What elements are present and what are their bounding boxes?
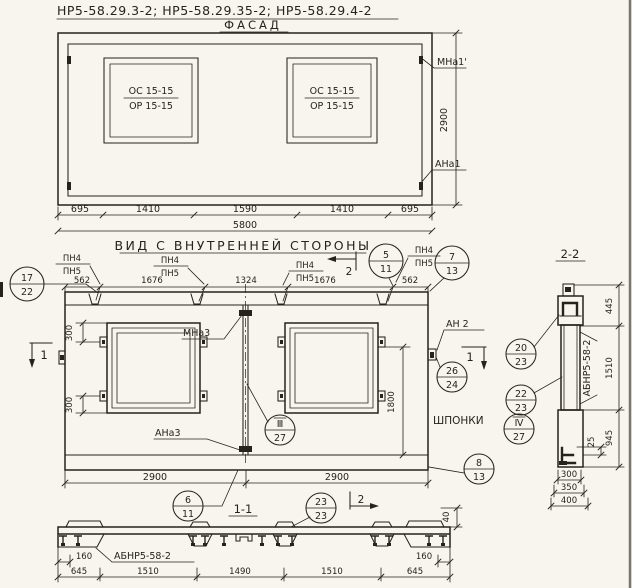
- dim-label: 1676: [314, 276, 336, 286]
- section-arrow-icon: [481, 361, 487, 370]
- product-mark-label: АБНР5-58-2: [114, 551, 171, 562]
- inner-bottom-dim: [65, 470, 428, 488]
- sheet-title: НР5-58.29.3-2; НР5-58.29.35-2; НР5-58.29.4-2: [57, 3, 373, 18]
- section-mark-label: 2: [357, 494, 365, 506]
- callout-circle-5-11: [369, 244, 403, 286]
- callout-bottom: 23: [514, 357, 528, 368]
- section-mark-label: 2: [345, 266, 353, 278]
- callout-circle-17-22: [10, 267, 98, 301]
- callout-bottom: 24: [445, 380, 459, 391]
- dim-label: 695: [400, 204, 420, 215]
- dim-label: 645: [406, 567, 424, 577]
- dim-label: 1590: [232, 204, 258, 215]
- sec22-top-key-mark: [565, 287, 571, 292]
- sec22-bottom-anchor-mark: [559, 461, 567, 465]
- facade-outer-contour: [58, 33, 432, 205]
- sec22-cap: [558, 296, 583, 325]
- callout-top: 22: [514, 389, 528, 400]
- callout-circle-22-23: [506, 377, 562, 415]
- facade-heading: ФАСАД: [224, 18, 282, 32]
- callout-bottom: 11: [379, 264, 393, 275]
- loop-mark-label: ПН4: [160, 256, 180, 266]
- facade-anchor-ticks: [67, 56, 423, 190]
- section-mark-2-top: [327, 252, 356, 278]
- callout-circle-3-27: [247, 384, 295, 445]
- dim-label: 1676: [141, 276, 163, 286]
- dim-label: 2900: [439, 107, 450, 133]
- dim-label: 645: [70, 567, 88, 577]
- section-heading: 2-2: [560, 247, 580, 261]
- facade-inner-contour: [68, 44, 422, 196]
- callout-top: 26: [445, 366, 459, 377]
- facade-view: [55, 18, 467, 234]
- callout-circle-23-23: [291, 493, 336, 527]
- anchor-mark-label: АНа3: [155, 428, 181, 439]
- callout-circle-6-11: [173, 470, 238, 521]
- dim-label: 2900: [324, 472, 350, 483]
- loop-mark-label: ПН5: [62, 267, 82, 277]
- section-mark-label: 1: [40, 348, 48, 362]
- dim-label: 1800: [387, 391, 397, 413]
- window-mark: ОР 15-15: [310, 101, 354, 112]
- lifting-loop-icon: [89, 294, 389, 304]
- section-mark-2-bottom: [350, 492, 379, 509]
- anchor-mark-label: АН 2: [446, 319, 469, 330]
- dim-label: 1490: [229, 567, 251, 577]
- dim-label: 2900: [142, 472, 168, 483]
- dim-label: 160: [75, 552, 93, 562]
- loop-mark-label: ПН4: [295, 261, 315, 271]
- section-heading: 1-1: [233, 502, 253, 516]
- callout-top: 8: [475, 458, 483, 469]
- section-mark-1-right: [462, 347, 487, 370]
- product-mark-label: АБНР5-58-2: [582, 339, 593, 397]
- callout-top: Ⅲ: [276, 419, 284, 430]
- joint-key-top: [239, 310, 252, 316]
- profile-slab: [58, 527, 450, 547]
- callout-circle-26-24: [436, 357, 467, 392]
- sec22-bottom-anchor-icon: [562, 448, 575, 463]
- section-mark-label: 1: [466, 350, 474, 364]
- dim-label: 1510: [321, 567, 343, 577]
- callout-bottom: 27: [512, 432, 526, 443]
- callout-bottom: 11: [181, 509, 195, 520]
- loop-mark-label: ПН5: [160, 269, 180, 279]
- callout-circle-7-13: [430, 246, 469, 291]
- section-mark-1-left: [29, 343, 52, 368]
- profile-top-keys: [66, 521, 444, 527]
- inner-heading: ВИД С ВНУТРЕННЕЙ СТОРОНЫ: [114, 238, 372, 253]
- dim-label: 562: [73, 276, 91, 286]
- dim-label: 445: [605, 297, 615, 315]
- dim-label: 300: [65, 396, 75, 414]
- dim-label: 1510: [137, 567, 159, 577]
- dim-label: 5800: [232, 220, 258, 231]
- callout-bottom: 22: [20, 287, 34, 298]
- section-arrow-icon: [327, 256, 336, 262]
- anchor-mark-label: МНа1': [437, 57, 467, 68]
- callout-top: 7: [448, 252, 456, 263]
- callout-circle-20-23: [506, 315, 559, 369]
- anchor-mark-label: АНа1: [435, 159, 461, 170]
- callout-top: 5: [382, 250, 390, 261]
- leader-ana1: [420, 170, 466, 184]
- dim-label: 160: [415, 552, 433, 562]
- sec22-anchor-icon: [563, 303, 577, 315]
- dim-label: 350: [560, 483, 578, 493]
- dim-label: 1510: [605, 357, 615, 379]
- loop-mark-label: ПН4: [414, 246, 434, 256]
- loop-mark-label: ПН4: [62, 254, 82, 264]
- leader-ana3: [154, 439, 240, 450]
- section-1-1: [55, 502, 462, 582]
- inner-window-right: [285, 323, 378, 413]
- loop-mark-label: ПН5: [414, 259, 434, 269]
- joint-key-bottom: [239, 446, 252, 452]
- window-mark: ОР 15-15: [129, 101, 173, 112]
- dim-label: 562: [401, 276, 419, 286]
- dim-label: 1410: [329, 204, 355, 215]
- callout-bottom: 23: [514, 403, 528, 414]
- inner-view: [10, 238, 562, 527]
- callout-circle-8-13: [429, 454, 494, 484]
- callout-top: Ⅳ: [514, 418, 524, 429]
- an2-anchor-mark: [430, 352, 434, 358]
- callout-top: 17: [20, 273, 34, 284]
- scan-mark: [0, 282, 3, 297]
- dim-label: 1410: [135, 204, 161, 215]
- section-arrow-icon: [370, 503, 379, 509]
- panel-contour: [65, 292, 428, 470]
- callout-bottom: 13: [445, 266, 459, 277]
- callout-bottom: 27: [273, 433, 287, 444]
- window-mark: ОС 15-15: [309, 86, 355, 97]
- callout-top: 20: [514, 343, 528, 354]
- edge-anchor-mark: [60, 355, 64, 360]
- dim-label: 25: [587, 436, 597, 448]
- inner-top-dim: [65, 287, 428, 301]
- dim-label: 300: [65, 324, 75, 342]
- callout-bottom: 13: [472, 472, 486, 483]
- dim-label: 300: [560, 470, 578, 480]
- dim-label: 40: [442, 511, 452, 523]
- dim-label: 945: [605, 429, 615, 447]
- callout-circle-4-27: [504, 414, 534, 444]
- anchor-mark-label: МНа3: [183, 328, 211, 339]
- callout-top: 23: [314, 497, 328, 508]
- dim-label: 1324: [235, 276, 257, 286]
- dim-label: 400: [560, 496, 578, 506]
- sec22-web-lines: [564, 325, 577, 410]
- window-mark: ОС 15-15: [128, 86, 174, 97]
- rebar-dots: [61, 543, 445, 546]
- profile-joint-groove: [236, 534, 252, 541]
- dim-label: 695: [70, 204, 90, 215]
- panel-band-lines: [65, 305, 428, 455]
- callout-bottom: 23: [314, 511, 328, 522]
- callout-top: 6: [184, 495, 192, 506]
- loop-mark-label: ПН5: [295, 274, 315, 284]
- section-arrow-icon: [29, 359, 35, 368]
- shponki-label: ШПОНКИ: [433, 415, 484, 427]
